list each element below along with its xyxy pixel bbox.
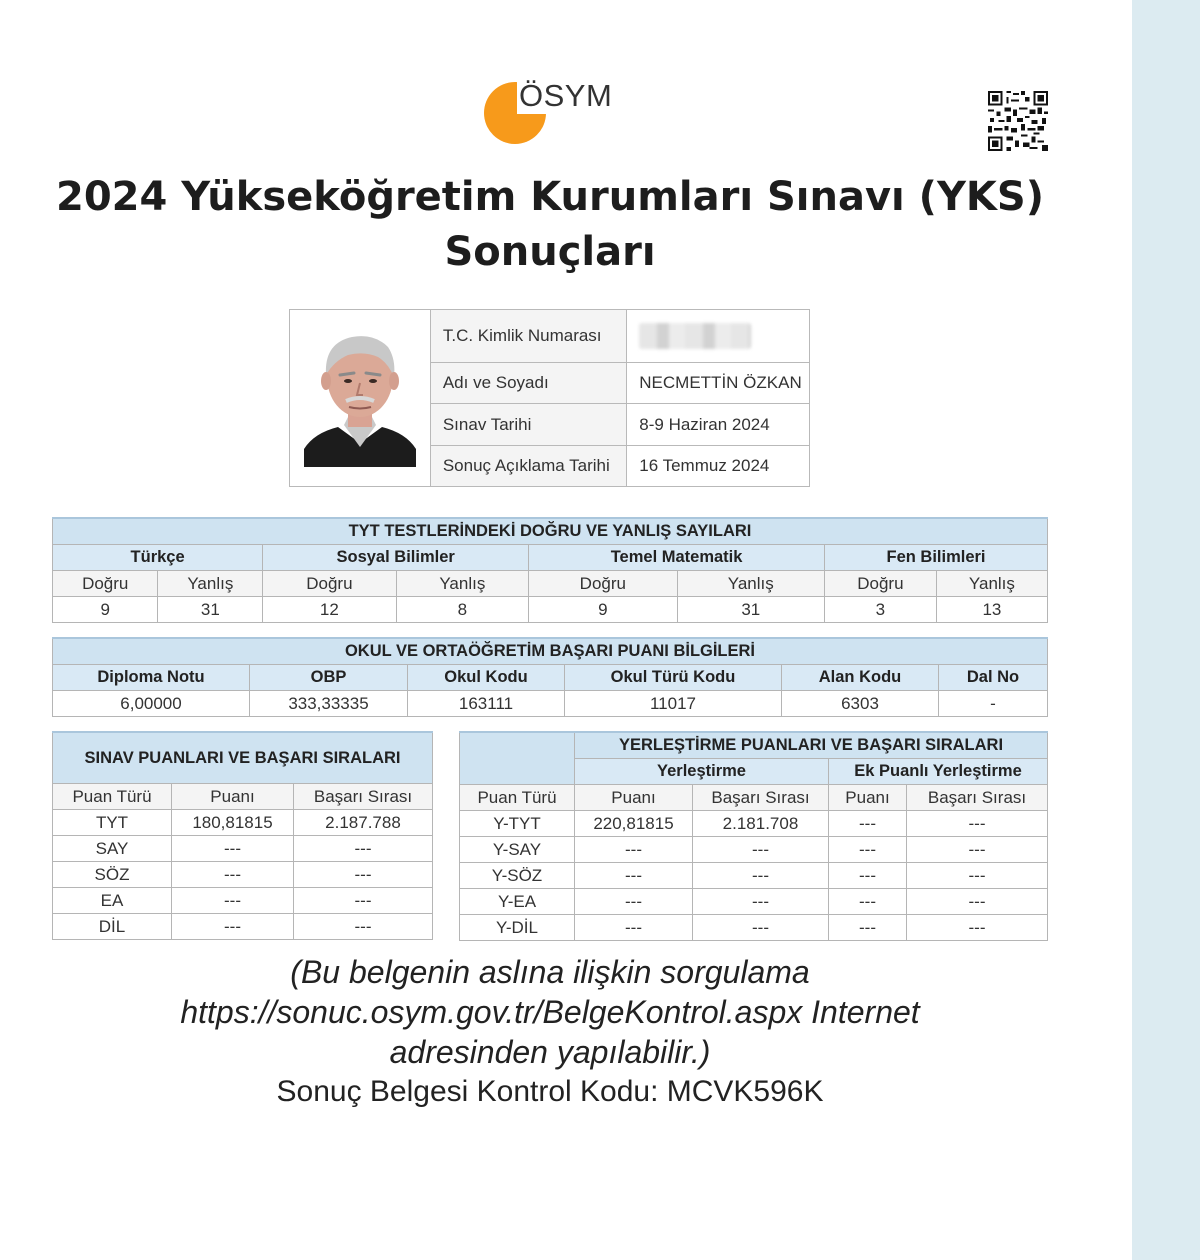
qr-code-icon bbox=[988, 91, 1048, 151]
control-code: Sonuç Belgesi Kontrol Kodu: MCVK596K bbox=[276, 1075, 824, 1108]
extra-rank: --- bbox=[907, 889, 1048, 915]
score: --- bbox=[172, 914, 294, 940]
tyt-correct-wrong-table bbox=[52, 517, 1048, 623]
subject-name: Temel Matematik bbox=[529, 545, 825, 571]
table-row bbox=[53, 836, 433, 862]
score: --- bbox=[172, 888, 294, 914]
column-header: Başarı Sırası bbox=[907, 785, 1048, 811]
page-title bbox=[40, 170, 1060, 280]
rank: --- bbox=[693, 889, 829, 915]
footer-line-3: adresinden yapılabilir.) bbox=[389, 1034, 711, 1070]
school-type-code: 11017 bbox=[565, 691, 782, 717]
redacted-id-blur bbox=[639, 323, 751, 349]
score-type: TYT bbox=[53, 810, 172, 836]
column-header: Doğru bbox=[263, 571, 396, 597]
score: 220,81815 bbox=[575, 811, 693, 837]
rank: --- bbox=[294, 888, 433, 914]
obp-table-title: OKUL VE ORTAÖĞRETİM BAŞARI PUANI BİLGİLERİ bbox=[53, 638, 1048, 665]
rank: 2.181.708 bbox=[693, 811, 829, 837]
rank: --- bbox=[294, 836, 433, 862]
right-edge-strip bbox=[1132, 0, 1200, 1260]
title-line-2: Sonuçları bbox=[444, 229, 656, 275]
extra-score: --- bbox=[829, 837, 907, 863]
extra-rank: --- bbox=[907, 915, 1048, 941]
info-value-exam-date: 8-9 Haziran 2024 bbox=[627, 404, 810, 445]
correct-count: 9 bbox=[529, 597, 677, 623]
score: --- bbox=[575, 889, 693, 915]
logo-text: ÖSYM bbox=[519, 78, 613, 113]
column-header: Yanlış bbox=[936, 571, 1047, 597]
table-row bbox=[53, 888, 433, 914]
column-header: Diploma Notu bbox=[53, 665, 250, 691]
correct-count: 12 bbox=[263, 597, 396, 623]
column-header: Yanlış bbox=[396, 571, 529, 597]
footer-verification-url: https://sonuc.osym.gov.tr/BelgeKontrol.aspx Internet bbox=[180, 994, 920, 1030]
table-row bbox=[460, 863, 1048, 889]
wrong-count: 31 bbox=[677, 597, 824, 623]
extra-rank: --- bbox=[907, 863, 1048, 889]
extra-score: --- bbox=[829, 811, 907, 837]
column-header: Puanı bbox=[829, 785, 907, 811]
exam-scores-table bbox=[52, 731, 433, 940]
correct-count: 9 bbox=[53, 597, 158, 623]
extra-score: --- bbox=[829, 863, 907, 889]
rank: 2.187.788 bbox=[294, 810, 433, 836]
wrong-count: 8 bbox=[396, 597, 529, 623]
score: --- bbox=[172, 862, 294, 888]
extra-score: --- bbox=[829, 889, 907, 915]
column-header: Başarı Sırası bbox=[693, 785, 829, 811]
rank: --- bbox=[693, 915, 829, 941]
column-header: Okul Kodu bbox=[408, 665, 565, 691]
subject-name: Sosyal Bilimler bbox=[263, 545, 529, 571]
table-row bbox=[53, 862, 433, 888]
footer-line-1: (Bu belgenin aslına ilişkin sorgulama bbox=[290, 954, 810, 990]
field-code: 6303 bbox=[782, 691, 939, 717]
branch-no: - bbox=[939, 691, 1048, 717]
table-row bbox=[53, 597, 1048, 623]
score: 180,81815 bbox=[172, 810, 294, 836]
subject-name: Türkçe bbox=[53, 545, 263, 571]
verification-footer bbox=[60, 952, 1040, 1112]
column-header: OBP bbox=[250, 665, 408, 691]
score-type: DİL bbox=[53, 914, 172, 940]
table-row bbox=[460, 837, 1048, 863]
correct-count: 3 bbox=[825, 597, 937, 623]
column-header: Dal No bbox=[939, 665, 1048, 691]
column-header: Doğru bbox=[825, 571, 937, 597]
column-header: Başarı Sırası bbox=[294, 784, 433, 810]
column-header: Puan Türü bbox=[460, 785, 575, 811]
table-row bbox=[53, 691, 1048, 717]
table-row bbox=[460, 915, 1048, 941]
candidate-photo-cell bbox=[290, 310, 431, 487]
info-label-name: Adı ve Soyadı bbox=[430, 363, 626, 404]
rank: --- bbox=[294, 862, 433, 888]
diploma-grade: 6,00000 bbox=[53, 691, 250, 717]
subject-name: Fen Bilimleri bbox=[825, 545, 1048, 571]
info-value-result-date: 16 Temmuz 2024 bbox=[627, 445, 810, 486]
info-value-tc bbox=[627, 310, 810, 363]
column-header: Puanı bbox=[575, 785, 693, 811]
score: --- bbox=[575, 837, 693, 863]
score-type: SÖZ bbox=[53, 862, 172, 888]
column-header: Yanlış bbox=[677, 571, 824, 597]
placement-group-header: Yerleştirme bbox=[575, 759, 829, 785]
obp-info-table bbox=[52, 637, 1048, 717]
column-header: Puanı bbox=[172, 784, 294, 810]
column-header: Alan Kodu bbox=[782, 665, 939, 691]
placement-scores-table bbox=[459, 731, 1048, 941]
obp-value: 333,33335 bbox=[250, 691, 408, 717]
score-type: EA bbox=[53, 888, 172, 914]
table-row bbox=[53, 810, 433, 836]
rank: --- bbox=[294, 914, 433, 940]
score-type: Y-DİL bbox=[460, 915, 575, 941]
candidate-info-table bbox=[289, 309, 810, 487]
info-label-exam-date: Sınav Tarihi bbox=[430, 404, 626, 445]
tyt-table-title: TYT TESTLERİNDEKİ DOĞRU VE YANLIŞ SAYILARI bbox=[53, 518, 1048, 545]
score: --- bbox=[575, 915, 693, 941]
score-type: Y-EA bbox=[460, 889, 575, 915]
score: --- bbox=[575, 863, 693, 889]
column-header: Okul Türü Kodu bbox=[565, 665, 782, 691]
column-header: Puan Türü bbox=[53, 784, 172, 810]
school-code: 163111 bbox=[408, 691, 565, 717]
wrong-count: 13 bbox=[936, 597, 1047, 623]
info-label-result-date: Sonuç Açıklama Tarihi bbox=[430, 445, 626, 486]
score-type: Y-SÖZ bbox=[460, 863, 575, 889]
title-line-1: 2024 Yükseköğretim Kurumları Sınavı (YKS) bbox=[55, 174, 1044, 220]
osym-logo bbox=[484, 76, 624, 146]
score-type: Y-SAY bbox=[460, 837, 575, 863]
info-label-tc: T.C. Kimlik Numarası bbox=[430, 310, 626, 363]
table-row bbox=[460, 889, 1048, 915]
score-type: SAY bbox=[53, 836, 172, 862]
score: --- bbox=[172, 836, 294, 862]
info-value-name: NECMETTİN ÖZKAN bbox=[627, 363, 810, 404]
column-header: Doğru bbox=[53, 571, 158, 597]
rank: --- bbox=[693, 863, 829, 889]
placement-blank-header bbox=[460, 732, 575, 785]
placement-scores-title: YERLEŞTİRME PUANLARI VE BAŞARI SIRALARI bbox=[575, 732, 1048, 759]
score-type: Y-TYT bbox=[460, 811, 575, 837]
column-header: Doğru bbox=[529, 571, 677, 597]
extra-rank: --- bbox=[907, 811, 1048, 837]
exam-scores-title: SINAV PUANLARI VE BAŞARI SIRALARI bbox=[53, 732, 433, 784]
candidate-photo bbox=[304, 325, 416, 467]
table-row bbox=[460, 811, 1048, 837]
table-row bbox=[53, 914, 433, 940]
column-header: Yanlış bbox=[158, 571, 263, 597]
extra-score: --- bbox=[829, 915, 907, 941]
wrong-count: 31 bbox=[158, 597, 263, 623]
extra-placement-group-header: Ek Puanlı Yerleştirme bbox=[829, 759, 1048, 785]
extra-rank: --- bbox=[907, 837, 1048, 863]
rank: --- bbox=[693, 837, 829, 863]
